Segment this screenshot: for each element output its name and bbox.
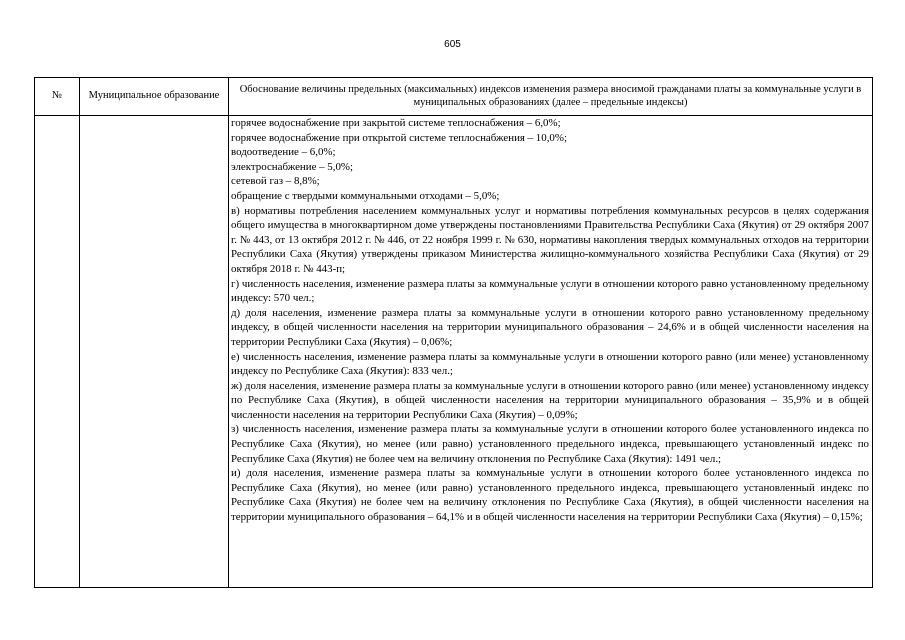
- municipal-indices-table: [34, 77, 873, 588]
- paragraph-e: е) численность населения, изменение размера платы за коммунальные услуги в отношении которого равно (или менее) установленному индексу по Республике Саха (Якутия): 833 чел.;: [231, 350, 869, 378]
- row-justification-cell: [229, 116, 873, 588]
- row-number-cell: [35, 116, 80, 588]
- header-justification: Обоснование величины предельных (максимальных) индексов изменения размера вносимой гражданами платы за коммунальные услуги в муниципальных образованиях (далее – предельные индексы): [229, 78, 873, 116]
- row-municipality-cell: [80, 116, 229, 588]
- header-number: №: [35, 78, 80, 116]
- tariff-line-hot-water-open: горячее водоснабжение при открытой системе теплоснабжения – 10,0%;: [231, 131, 567, 144]
- paragraph-d: д) доля населения, изменение размера платы за коммунальные услуги в отношении которого равно установленному предельному индексу, в общей численности населения на территории муниципального образования – 24,6% и в общей численности населения на территории Республики Саха (Якутия) – 0,06%;: [231, 306, 869, 348]
- table-row: [35, 116, 873, 588]
- table-header-row: [35, 78, 873, 116]
- tariff-line-hot-water-closed: горячее водоснабжение при закрытой системе теплоснабжения – 6,0%;: [231, 117, 561, 129]
- paragraph-z: з) численность населения, изменение размера платы за коммунальные услуги в отношении которого более установленного индекса по Республике Саха (Якутия), но менее (или равно) установленного предельного индекса, превышающего установленный индекс по Республике Саха (Якутия) не более чем на величину отклонения по Республике Саха (Якутия): 1491 чел.;: [231, 423, 869, 465]
- header-municipality: Муниципальное образование: [80, 78, 229, 116]
- paragraph-v: в) нормативы потребления населением коммунальных услуг и нормативы потребления коммунальных ресурсов в целях содержания общего имущества в многоквартирном доме утверждены постановлениями Правительства Республики Саха (Якутия) от 29 октября 2007 г. № 443, от 13 октября 2012 г. № 446, от 22 ноября 1999 г. № 630, нормативы накопления твердых коммунальных отходов на территории Республики Саха (Якутия) утверждены приказом Министерства жилищно-коммунального хозяйства Республики Саха (Якутия) от 29 октября 2018 г. № 443-п;: [231, 204, 869, 275]
- tariff-line-network-gas: сетевой газ – 8,8%;: [231, 175, 320, 188]
- tariff-line-electricity: электроснабжение – 5,0%;: [231, 160, 354, 173]
- paragraph-i: и) доля населения, изменение размера платы за коммунальные услуги в отношении которого более установленного индекса по Республике Саха (Якутия), но менее (или равно) установленного предельного индекса, превышающего установленный индекс по Республике Саха (Якутия) не более чем на величину отклонения по Республике Саха (Якутия), в общей численности населения на территории муниципального образования – 64,1% и в общей численности населения на территории Республики Саха (Якутия) – 0,15%;: [231, 467, 869, 524]
- paragraph-zh: ж) доля населения, изменение размера платы за коммунальные услуги в отношении которого равно (или менее) установленному индексу по Республике Саха (Якутия), в общей численности населения на территории муниципального образования – 35,9% и в общей численности населения на территории Республики Саха (Якутия) – 0,09%;: [231, 379, 869, 421]
- tariff-line-wastewater: водоотведение – 6,0%;: [231, 146, 336, 159]
- tariff-line-solid-waste: обращение с твердыми коммунальными отходами – 5,0%;: [231, 189, 500, 202]
- paragraph-g: г) численность населения, изменение размера платы за коммунальные услуги в отношении которого равно установленному предельному индексу: 570 чел.;: [231, 277, 869, 305]
- page-number: 605: [444, 39, 461, 50]
